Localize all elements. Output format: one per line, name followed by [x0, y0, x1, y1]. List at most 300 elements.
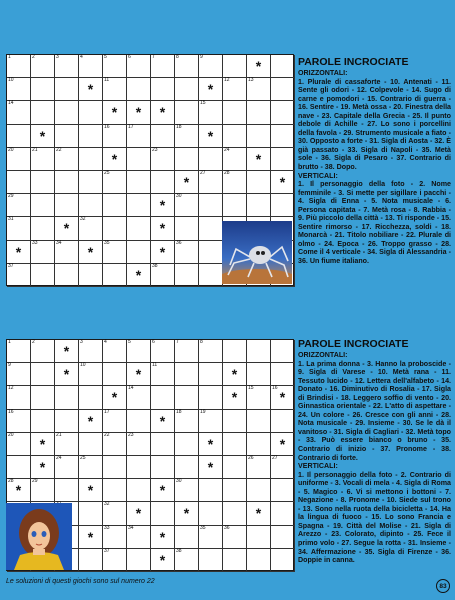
grid-cell	[175, 78, 199, 101]
clue-number: 28	[224, 170, 230, 176]
clue-number: 6	[152, 339, 155, 345]
grid-cell	[103, 241, 127, 264]
grid-cell	[175, 386, 199, 409]
clue-number: 22	[104, 431, 110, 438]
clue-number: 20	[8, 146, 14, 153]
clue-number: 33	[32, 239, 38, 246]
grid-cell	[55, 217, 79, 240]
clue-number: 12	[8, 385, 14, 392]
grid-cell	[223, 386, 247, 409]
black-square-star: *	[159, 551, 166, 568]
grid-cell	[7, 386, 31, 409]
horizontal-heading: ORIZZONTALI:	[298, 351, 348, 359]
grid-cell	[31, 101, 55, 124]
grid-cell	[271, 171, 295, 194]
grid-cell	[103, 433, 127, 456]
grid-cell	[223, 78, 247, 101]
grid-cell	[175, 410, 199, 433]
grid-cell	[223, 340, 247, 363]
black-square-star: *	[231, 389, 238, 406]
puzzle-title: PAROLE INCROCIATE	[298, 56, 409, 68]
grid-cell	[103, 264, 127, 287]
grid-cell	[271, 148, 295, 171]
clue-number: 35	[200, 524, 206, 531]
grid-cell	[175, 217, 199, 240]
grid-cell	[223, 526, 247, 549]
grid-cell	[79, 125, 103, 148]
grid-cell	[79, 101, 103, 124]
clue-number: 1	[8, 54, 11, 60]
clue-number: 25	[80, 455, 86, 461]
grid-cell	[55, 78, 79, 101]
grid-cell	[151, 340, 175, 363]
grid-cell	[151, 171, 175, 194]
black-square-star: *	[183, 174, 190, 191]
grid-cell	[199, 125, 223, 148]
grid-cell	[175, 363, 199, 386]
grid-cell	[271, 101, 295, 124]
grid-cell	[55, 101, 79, 124]
grid-cell	[127, 194, 151, 217]
clue-number: 21	[32, 146, 38, 153]
grid-cell	[223, 194, 247, 217]
grid-cell	[127, 125, 151, 148]
grid-cell	[7, 433, 31, 456]
grid-cell	[79, 363, 103, 386]
grid-cell	[271, 194, 295, 217]
grid-cell	[7, 410, 31, 433]
grid-cell	[199, 241, 223, 264]
grid-cell	[151, 264, 175, 287]
grid-cell	[31, 194, 55, 217]
grid-cell	[79, 241, 103, 264]
clue-number: 27	[272, 455, 278, 461]
horizontal-heading: ORIZZONTALI:	[298, 69, 348, 77]
grid-cell	[271, 55, 295, 78]
grid-cell	[103, 194, 127, 217]
grid-cell	[7, 340, 31, 363]
black-square-star: *	[87, 528, 94, 545]
puzzle-title: PAROLE INCROCIATE	[298, 338, 409, 350]
clue-number: 14	[128, 385, 134, 392]
grid-cell	[199, 217, 223, 240]
grid-cell	[223, 125, 247, 148]
grid-cell	[7, 456, 31, 479]
grid-cell	[247, 171, 271, 194]
grid-cell	[247, 526, 271, 549]
clue-number: 24	[224, 146, 230, 153]
clue-number: 16	[8, 408, 14, 415]
grid-cell	[31, 241, 55, 264]
grid-cell	[199, 340, 223, 363]
grid-cell	[103, 479, 127, 502]
grid-cell	[223, 148, 247, 171]
grid-cell	[7, 241, 31, 264]
grid-cell	[79, 479, 103, 502]
grid-cell	[55, 194, 79, 217]
photo-spider-character	[222, 221, 292, 284]
black-square-star: *	[87, 412, 94, 429]
black-square-star: *	[159, 243, 166, 260]
grid-cell	[151, 194, 175, 217]
clue-number: 14	[8, 100, 14, 107]
grid-cell	[7, 55, 31, 78]
clue-number: 36	[224, 524, 230, 531]
black-square-star: *	[159, 104, 166, 121]
grid-cell	[103, 78, 127, 101]
black-square-star: *	[183, 505, 190, 522]
grid-cell	[127, 101, 151, 124]
grid-cell	[151, 363, 175, 386]
grid-cell	[151, 125, 175, 148]
clue-number: 20	[8, 431, 14, 438]
clue-number: 32	[104, 501, 110, 508]
black-square-star: *	[279, 389, 286, 406]
clue-number: 17	[104, 408, 110, 415]
grid-cell	[199, 78, 223, 101]
black-square-star: *	[255, 150, 262, 167]
clue-number: 19	[200, 408, 206, 415]
clue-number: 6	[128, 54, 131, 60]
grid-cell	[271, 363, 295, 386]
grid-cell	[31, 479, 55, 502]
grid-cell	[223, 55, 247, 78]
grid-cell	[175, 125, 199, 148]
grid-cell	[247, 479, 271, 502]
grid-cell	[127, 456, 151, 479]
grid-cell	[79, 264, 103, 287]
grid-cell	[127, 526, 151, 549]
clues-panel-2	[298, 338, 451, 565]
grid-cell	[31, 340, 55, 363]
grid-cell	[271, 479, 295, 502]
clue-number: 25	[104, 170, 110, 176]
clue-number: 8	[176, 54, 179, 60]
black-square-star: *	[279, 435, 286, 452]
grid-cell	[151, 148, 175, 171]
vertical-heading: VERTICALI:	[298, 462, 338, 471]
clue-number: 26	[248, 455, 254, 461]
grid-cell	[175, 241, 199, 264]
grid-cell	[199, 55, 223, 78]
grid-cell	[271, 456, 295, 479]
clue-number: 29	[8, 193, 14, 200]
clue-number: 21	[56, 431, 62, 438]
clue-number: 29	[32, 478, 38, 485]
grid-cell	[55, 433, 79, 456]
grid-cell	[31, 148, 55, 171]
grid-cell	[103, 410, 127, 433]
black-square-star: *	[255, 58, 262, 75]
clue-number: 34	[128, 524, 134, 531]
clue-number: 36	[176, 239, 182, 246]
grid-cell	[271, 526, 295, 549]
black-square-star: *	[63, 220, 70, 237]
black-square-star: *	[159, 220, 166, 237]
clue-number: 11	[152, 362, 158, 369]
grid-cell	[175, 171, 199, 194]
grid-cell	[55, 386, 79, 409]
grid-cell	[199, 549, 223, 572]
grid-cell	[247, 363, 271, 386]
clue-number: 2	[32, 54, 35, 60]
clue-number: 16	[104, 123, 110, 130]
grid-cell	[223, 549, 247, 572]
grid-cell	[127, 264, 151, 287]
grid-cell	[199, 148, 223, 171]
grid-cell	[127, 340, 151, 363]
black-square-star: *	[135, 505, 142, 522]
grid-cell	[247, 433, 271, 456]
grid-cell	[127, 363, 151, 386]
grid-cell	[7, 363, 31, 386]
black-square-star: *	[87, 243, 94, 260]
grid-cell	[199, 194, 223, 217]
footer-note: Le soluzioni di questi giochi sono sul numero 22	[6, 578, 155, 585]
black-square-star: *	[39, 459, 46, 476]
grid-cell	[103, 549, 127, 572]
black-square-star: *	[15, 482, 22, 499]
grid-cell	[199, 433, 223, 456]
clue-number: 30	[176, 193, 182, 200]
clue-number: 5	[104, 54, 107, 60]
grid-cell	[103, 125, 127, 148]
black-square-star: *	[111, 104, 118, 121]
clue-number: 10	[80, 362, 86, 369]
grid-cell	[151, 549, 175, 572]
black-square-star: *	[87, 482, 94, 499]
clue-number: 15	[200, 100, 206, 107]
clue-number: 8	[200, 339, 203, 345]
grid-cell	[247, 549, 271, 572]
clue-number: 31	[8, 216, 14, 223]
grid-cell	[127, 386, 151, 409]
grid-cell	[55, 479, 79, 502]
grid-cell	[223, 502, 247, 525]
clues-panel-1	[298, 56, 451, 266]
grid-cell	[247, 502, 271, 525]
photo-space-girl-character	[6, 503, 72, 570]
grid-cell	[31, 125, 55, 148]
grid-cell	[199, 363, 223, 386]
clue-number: 10	[8, 77, 14, 84]
clue-number: 27	[200, 170, 206, 176]
grid-cell	[199, 456, 223, 479]
clue-number: 28	[8, 478, 14, 485]
black-square-star: *	[87, 81, 94, 98]
grid-cell	[55, 340, 79, 363]
black-square-star: *	[39, 435, 46, 452]
grid-cell	[55, 241, 79, 264]
grid-cell	[7, 479, 31, 502]
grid-cell	[151, 78, 175, 101]
grid-cell	[7, 148, 31, 171]
clue-number: 9	[8, 362, 11, 369]
grid-cell	[175, 264, 199, 287]
clue-number: 5	[128, 339, 131, 345]
grid-cell	[103, 456, 127, 479]
black-square-star: *	[207, 459, 214, 476]
grid-cell	[55, 148, 79, 171]
grid-cell	[31, 217, 55, 240]
clue-number: 1	[8, 339, 11, 345]
grid-cell	[151, 386, 175, 409]
grid-cell	[55, 410, 79, 433]
clue-number: 23	[152, 146, 158, 153]
grid-cell	[7, 194, 31, 217]
grid-cell	[103, 55, 127, 78]
black-square-star: *	[159, 197, 166, 214]
clue-number: 9	[200, 54, 203, 60]
grid-cell	[79, 217, 103, 240]
grid-cell	[151, 217, 175, 240]
grid-cell	[7, 125, 31, 148]
grid-cell	[31, 410, 55, 433]
grid-cell	[271, 502, 295, 525]
black-square-star: *	[39, 127, 46, 144]
grid-cell	[199, 171, 223, 194]
grid-cell	[247, 101, 271, 124]
clue-number: 38	[176, 547, 182, 554]
grid-cell	[151, 410, 175, 433]
black-square-star: *	[207, 127, 214, 144]
black-square-star: *	[231, 366, 238, 383]
grid-cell	[247, 456, 271, 479]
clue-number: 24	[56, 455, 62, 461]
clue-number: 37	[104, 547, 110, 554]
grid-cell	[103, 526, 127, 549]
grid-cell	[79, 55, 103, 78]
grid-cell	[175, 479, 199, 502]
grid-cell	[31, 456, 55, 479]
clue-number: 4	[80, 54, 83, 60]
grid-cell	[247, 78, 271, 101]
grid-cell	[31, 433, 55, 456]
grid-cell	[151, 241, 175, 264]
grid-cell	[247, 148, 271, 171]
grid-cell	[31, 171, 55, 194]
clue-number: 3	[80, 339, 83, 345]
clue-number: 18	[176, 123, 182, 130]
grid-cell	[79, 456, 103, 479]
grid-cell	[103, 101, 127, 124]
grid-cell	[175, 526, 199, 549]
grid-cell	[175, 433, 199, 456]
grid-cell	[271, 410, 295, 433]
grid-cell	[175, 55, 199, 78]
clue-number: 38	[152, 262, 158, 269]
clue-number: 12	[224, 77, 230, 84]
black-square-star: *	[63, 343, 70, 360]
black-square-star: *	[279, 174, 286, 191]
clue-number: 2	[32, 339, 35, 345]
grid-cell	[127, 148, 151, 171]
grid-cell	[103, 363, 127, 386]
grid-cell	[127, 479, 151, 502]
grid-cell	[79, 433, 103, 456]
grid-cell	[79, 410, 103, 433]
clue-number: 23	[128, 431, 134, 438]
grid-cell	[103, 502, 127, 525]
clue-number: 30	[176, 478, 182, 485]
grid-cell	[127, 55, 151, 78]
grid-cell	[79, 502, 103, 525]
horizontal-clues: 1. Plurale di cassaforte - 10. Antenati - 11. Sente gli odori - 12. Colpevole - 14. Sugo di carne e pomodori - 15. Contrario di guerra - 16. Sentire - 19. Metà ossa - 20. Finestra della nave - 23. Capitale della Grecia - 25. Il punto debole di Achille - 27. Lo sono i porcellini della favola - 29. Strumento musicale a fiato - 30. Opposto a forte - 31. Sigla di Aosta - 32. È già passato - 33. Sigla di Napoli - 35. Metà sole - 36. Sigla di Pesaro - 37. Contrario di brutto - 38. Dopo.	[298, 77, 451, 172]
grid-cell	[31, 386, 55, 409]
grid-cell	[55, 171, 79, 194]
grid-cell	[7, 217, 31, 240]
grid-cell	[247, 386, 271, 409]
grid-cell	[199, 479, 223, 502]
grid-cell	[7, 171, 31, 194]
clue-number: 22	[56, 146, 62, 153]
grid-cell	[223, 101, 247, 124]
grid-cell	[103, 148, 127, 171]
grid-cell	[7, 101, 31, 124]
grid-cell	[79, 526, 103, 549]
grid-cell	[55, 264, 79, 287]
clue-number: 16	[272, 385, 278, 392]
grid-cell	[151, 55, 175, 78]
grid-cell	[151, 456, 175, 479]
grid-cell	[199, 386, 223, 409]
grid-cell	[103, 217, 127, 240]
grid-cell	[199, 264, 223, 287]
grid-cell	[175, 148, 199, 171]
grid-cell	[103, 171, 127, 194]
grid-cell	[199, 101, 223, 124]
grid-cell	[175, 502, 199, 525]
grid-cell	[127, 241, 151, 264]
grid-cell	[223, 363, 247, 386]
black-square-star: *	[207, 81, 214, 98]
vertical-clues: 1. Il personaggio della foto - 2. Contrario di uniforme - 3. Vocali di mela - 4. Sigla di Roma - 5. Magico - 6. Vi si mettono i bottoni - 7. Negazione - 8. Pronome - 10. Siede sul trono - 13. Sono nella ruota della bicicletta - 14. Ha la lingua di fuoco - 15. Lo sono Francia e Spagna - 19. Città del Molise - 21. Sigla di Arezzo - 23. Colorato, dipinto - 25. Fece il primo volo - 27. Segue la rotta - 31. Insieme - 34. Affermazione - 35. Sigla di Firenze - 36. Doppie in canna.	[298, 470, 451, 565]
grid-cell	[247, 410, 271, 433]
grid-cell	[55, 125, 79, 148]
black-square-star: *	[159, 528, 166, 545]
grid-cell	[79, 194, 103, 217]
grid-cell	[175, 340, 199, 363]
clue-number: 7	[176, 339, 179, 345]
grid-cell	[79, 148, 103, 171]
grid-cell	[31, 78, 55, 101]
grid-cell	[151, 101, 175, 124]
grid-cell	[103, 386, 127, 409]
clue-number: 13	[248, 77, 254, 84]
grid-cell	[127, 217, 151, 240]
black-square-star: *	[63, 366, 70, 383]
clue-number: 11	[104, 77, 110, 84]
grid-cell	[79, 78, 103, 101]
grid-cell	[223, 410, 247, 433]
vertical-heading: VERTICALI:	[298, 171, 338, 180]
grid-cell	[223, 479, 247, 502]
grid-cell	[223, 171, 247, 194]
grid-cell	[79, 171, 103, 194]
grid-cell	[175, 101, 199, 124]
grid-cell	[223, 433, 247, 456]
grid-cell	[55, 456, 79, 479]
grid-cell	[247, 55, 271, 78]
grid-cell	[151, 502, 175, 525]
black-square-star: *	[207, 435, 214, 452]
vertical-clues: 1. Il personaggio della foto - 2. Nome femminile - 3. Si mette per sigillare i pacchi - 4. Sigla di Enna - 5. Nota musicale - 6. Persona capitata - 7. Metà rosa - 8. Rabbia - 9. Più piccolo della città - 13. Ti risponde - 15. Sentire rimorso - 17. Ricchezza, soldi - 18. Monarcà - 21. Titolo nobiliare - 22. Plurale di olmo - 24. Epoca - 26. Troppo grasso - 28. Come il 4 verticale - 34. Sigla di Alessandria - 36. Un fiume italiano.	[298, 180, 451, 266]
grid-cell	[247, 125, 271, 148]
grid-cell	[31, 55, 55, 78]
grid-cell	[103, 340, 127, 363]
grid-cell	[127, 171, 151, 194]
grid-cell	[7, 264, 31, 287]
